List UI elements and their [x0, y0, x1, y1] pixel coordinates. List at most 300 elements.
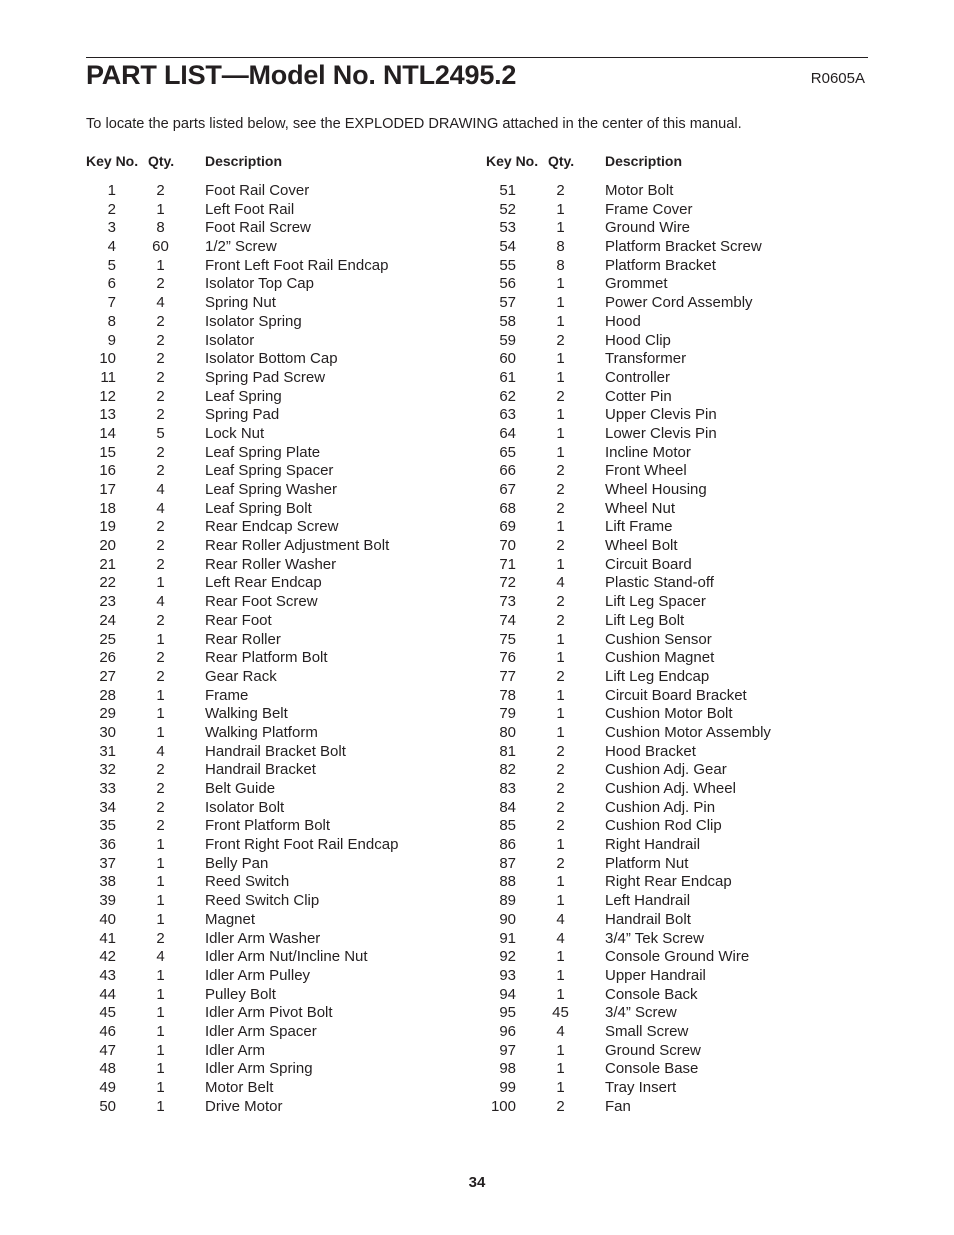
- part-row: [86, 425, 486, 444]
- part-row: [86, 911, 486, 930]
- part-key-no: 31: [99, 742, 116, 760]
- part-key-no: 26: [99, 649, 116, 667]
- part-row: [86, 556, 486, 575]
- part-qty: 2: [556, 481, 565, 498]
- intro-text: To locate the parts listed below, see the EXPLODED DRAWING attached in the center of this manual.: [86, 116, 742, 132]
- part-key-no: 77: [499, 667, 516, 685]
- part-row: [86, 481, 486, 500]
- part-qty: 1: [156, 200, 165, 218]
- part-row: [486, 201, 886, 220]
- part-row: [486, 518, 886, 537]
- part-description: Idler Arm: [205, 1041, 266, 1059]
- part-qty: 2: [156, 518, 165, 536]
- part-description: Wheel Bolt: [605, 537, 678, 555]
- part-description: Platform Bracket: [605, 256, 716, 274]
- part-key-no: 11: [100, 368, 116, 386]
- part-row: [86, 182, 486, 201]
- part-key-no: 64: [499, 424, 516, 442]
- part-qty: 2: [556, 611, 565, 629]
- part-row: [86, 668, 486, 687]
- part-qty: 1: [156, 1041, 165, 1059]
- part-key-no: 43: [99, 966, 116, 984]
- part-key-no: 78: [499, 686, 516, 704]
- part-qty: 1: [556, 443, 565, 461]
- part-key-no: 92: [499, 948, 516, 966]
- part-description: Power Cord Assembly: [605, 294, 753, 312]
- part-description: Cushion Motor Assembly: [605, 723, 771, 741]
- part-key-no: 52: [499, 200, 516, 218]
- part-description: Wheel Nut: [605, 499, 676, 517]
- part-description: Leaf Spring: [205, 387, 282, 405]
- part-description: Lift Leg Spacer: [605, 593, 706, 611]
- part-qty: 2: [556, 387, 565, 405]
- part-key-no: 97: [499, 1041, 516, 1059]
- part-qty: 2: [156, 275, 165, 293]
- part-description: Lock Nut: [205, 424, 265, 442]
- parts-column-left: [86, 152, 486, 1116]
- part-row: [86, 1060, 486, 1079]
- part-qty: 4: [556, 910, 565, 928]
- part-row: [486, 892, 886, 911]
- key-no-header: Key No.: [486, 153, 539, 169]
- part-row: [86, 518, 486, 537]
- part-key-no: 63: [499, 406, 516, 424]
- part-qty: 1: [556, 200, 565, 218]
- part-description: Hood Bracket: [605, 742, 696, 760]
- part-description: Plastic Stand-off: [605, 574, 714, 592]
- part-key-no: 10: [99, 350, 116, 368]
- part-key-no: 48: [99, 1060, 116, 1078]
- part-description: Isolator: [205, 331, 255, 349]
- part-qty: 2: [556, 593, 565, 611]
- part-qty: 2: [156, 406, 165, 424]
- part-description: Reed Switch Clip: [205, 892, 320, 910]
- part-qty: 2: [556, 761, 565, 779]
- part-key-no: 87: [499, 854, 516, 872]
- part-qty: 5: [156, 424, 165, 442]
- part-description: Cushion Adj. Pin: [605, 798, 716, 816]
- part-key-no: 66: [499, 462, 516, 480]
- part-key-no: 96: [499, 1022, 516, 1040]
- part-row: [486, 444, 886, 463]
- part-row: [86, 350, 486, 369]
- part-key-no: 37: [99, 854, 116, 872]
- part-qty: 1: [556, 294, 565, 312]
- part-qty: 1: [156, 1004, 165, 1022]
- part-qty: 1: [556, 424, 565, 442]
- part-row: [486, 406, 886, 425]
- part-row: [486, 817, 886, 836]
- part-qty: 2: [156, 649, 165, 667]
- part-qty: 1: [156, 892, 165, 910]
- part-key-no: 22: [99, 574, 116, 592]
- part-row: [86, 631, 486, 650]
- part-key-no: 36: [99, 836, 116, 854]
- part-key-no: 20: [99, 537, 116, 555]
- part-key-no: 75: [499, 630, 516, 648]
- part-description: Idler Arm Pulley: [205, 966, 311, 984]
- part-qty: 1: [556, 368, 565, 386]
- part-key-no: 34: [99, 798, 116, 816]
- part-row: [86, 1004, 486, 1023]
- part-description: Handrail Bracket: [205, 761, 316, 779]
- part-description: Lift Leg Endcap: [605, 667, 710, 685]
- part-description: Rear Endcap Screw: [205, 518, 339, 536]
- part-key-no: 14: [99, 424, 116, 442]
- parts-list-left: [86, 182, 486, 1116]
- part-description: Frame Cover: [605, 200, 693, 218]
- part-key-no: 24: [99, 611, 116, 629]
- part-description: Belly Pan: [205, 854, 269, 872]
- part-qty: 4: [556, 1022, 565, 1040]
- part-row: [86, 1079, 486, 1098]
- part-row: [486, 780, 886, 799]
- part-key-no: 69: [499, 518, 516, 536]
- part-qty: 1: [556, 705, 565, 723]
- part-qty: 1: [556, 275, 565, 293]
- part-qty: 1: [156, 686, 165, 704]
- part-row: [86, 705, 486, 724]
- part-row: [86, 649, 486, 668]
- part-row: [486, 836, 886, 855]
- part-row: [486, 687, 886, 706]
- part-qty: 45: [552, 1004, 569, 1022]
- part-key-no: 2: [107, 200, 116, 218]
- part-qty: 2: [156, 331, 165, 349]
- part-description: Walking Belt: [205, 705, 288, 723]
- part-row: [486, 350, 886, 369]
- part-description: Idler Arm Spring: [205, 1060, 313, 1078]
- part-row: [86, 724, 486, 743]
- part-description: Magnet: [205, 910, 256, 928]
- part-key-no: 89: [499, 892, 516, 910]
- part-qty: 1: [556, 649, 565, 667]
- document-code: R0605A: [810, 70, 865, 87]
- part-key-no: 81: [499, 742, 516, 760]
- part-row: [486, 612, 886, 631]
- part-row: [486, 238, 886, 257]
- part-row: [86, 799, 486, 818]
- part-qty: 2: [156, 350, 165, 368]
- part-description: 3/4” Tek Screw: [605, 929, 704, 947]
- part-qty: 2: [556, 1097, 565, 1115]
- part-key-no: 3: [107, 219, 116, 237]
- part-description: Lift Frame: [605, 518, 673, 536]
- part-row: [86, 836, 486, 855]
- part-key-no: 62: [499, 387, 516, 405]
- part-key-no: 100: [490, 1097, 516, 1115]
- part-description: Gear Rack: [205, 667, 277, 685]
- part-qty: 8: [556, 238, 565, 256]
- part-key-no: 72: [499, 574, 516, 592]
- part-qty: 1: [156, 630, 165, 648]
- part-row: [86, 462, 486, 481]
- part-qty: 1: [556, 836, 565, 854]
- part-description: Cushion Adj. Wheel: [605, 780, 736, 797]
- part-row: [86, 780, 486, 799]
- part-key-no: 86: [499, 836, 516, 854]
- part-description: Platform Nut: [605, 854, 689, 872]
- part-qty: 1: [156, 854, 165, 872]
- part-key-no: 90: [499, 910, 516, 928]
- part-key-no: 76: [499, 649, 516, 667]
- part-key-no: 59: [499, 331, 516, 349]
- part-qty: 1: [156, 1097, 165, 1115]
- part-qty: 4: [156, 499, 165, 517]
- part-qty: 2: [156, 182, 165, 199]
- part-key-no: 44: [99, 985, 116, 1003]
- part-row: [86, 1042, 486, 1061]
- part-qty: 4: [156, 948, 165, 966]
- part-row: [486, 462, 886, 481]
- part-qty: 1: [156, 723, 165, 741]
- part-row: [86, 892, 486, 911]
- part-qty: 2: [156, 611, 165, 629]
- part-description: Circuit Board: [605, 555, 692, 573]
- part-key-no: 16: [99, 462, 116, 480]
- part-row: [486, 275, 886, 294]
- part-description: Console Ground Wire: [605, 948, 750, 966]
- part-key-no: 4: [107, 238, 116, 256]
- part-qty: 1: [156, 574, 165, 592]
- part-qty: 4: [156, 481, 165, 498]
- part-row: [486, 537, 886, 556]
- part-row: [86, 201, 486, 220]
- part-description: Idler Arm Pivot Bolt: [205, 1004, 333, 1022]
- page-number: 34: [468, 1174, 486, 1191]
- part-description: Cotter Pin: [605, 387, 672, 405]
- part-key-no: 28: [99, 686, 116, 704]
- part-row: [486, 761, 886, 780]
- part-description: Motor Belt: [205, 1079, 274, 1096]
- part-key-no: 45: [99, 1004, 116, 1022]
- part-row: [86, 967, 486, 986]
- part-description: Leaf Spring Plate: [205, 443, 321, 461]
- part-qty: 60: [152, 238, 169, 256]
- part-row: [486, 294, 886, 313]
- part-key-no: 94: [499, 985, 516, 1003]
- part-row: [486, 930, 886, 949]
- part-row: [86, 313, 486, 332]
- part-key-no: 83: [499, 780, 516, 797]
- part-qty: 1: [556, 892, 565, 910]
- part-row: [486, 967, 886, 986]
- part-row: [86, 332, 486, 351]
- part-row: [486, 743, 886, 762]
- part-qty: 1: [556, 1060, 565, 1078]
- part-row: [486, 911, 886, 930]
- part-qty: 1: [556, 1079, 565, 1096]
- part-row: [486, 1023, 886, 1042]
- part-row: [86, 687, 486, 706]
- part-qty: 1: [556, 219, 565, 237]
- part-description: Console Base: [605, 1060, 699, 1078]
- part-row: [486, 481, 886, 500]
- part-row: [86, 986, 486, 1005]
- part-description: Cushion Magnet: [605, 649, 715, 667]
- part-qty: 1: [556, 406, 565, 424]
- part-description: Upper Handrail: [605, 966, 706, 984]
- part-description: Right Handrail: [605, 836, 701, 854]
- part-row: [86, 257, 486, 276]
- part-row: [86, 948, 486, 967]
- part-row: [486, 593, 886, 612]
- part-description: Idler Arm Spacer: [205, 1022, 317, 1040]
- part-description: Platform Bracket Screw: [605, 238, 762, 256]
- part-key-no: 57: [499, 294, 516, 312]
- part-row: [486, 1079, 886, 1098]
- part-key-no: 41: [99, 929, 116, 947]
- part-description: Rear Foot: [205, 611, 272, 629]
- part-qty: 2: [156, 387, 165, 405]
- part-description: Ground Wire: [605, 219, 691, 237]
- part-description: Lift Leg Bolt: [605, 611, 685, 629]
- part-qty: 2: [556, 537, 565, 555]
- part-row: [86, 219, 486, 238]
- part-description: Circuit Board Bracket: [605, 686, 747, 704]
- part-qty: 4: [556, 574, 565, 592]
- part-row: [486, 388, 886, 407]
- part-description: Leaf Spring Spacer: [205, 462, 334, 480]
- part-row: [86, 817, 486, 836]
- part-key-no: 35: [99, 817, 116, 835]
- part-description: Belt Guide: [205, 780, 276, 797]
- part-key-no: 93: [499, 966, 516, 984]
- part-key-no: 40: [99, 910, 116, 928]
- part-key-no: 7: [107, 294, 116, 312]
- part-qty: 1: [556, 518, 565, 536]
- part-key-no: 46: [99, 1022, 116, 1040]
- part-description: Front Platform Bolt: [205, 817, 331, 835]
- part-row: [86, 930, 486, 949]
- part-qty: 1: [156, 1060, 165, 1078]
- part-description: Right Rear Endcap: [605, 873, 732, 891]
- part-description: Rear Platform Bolt: [205, 649, 328, 667]
- part-row: [86, 761, 486, 780]
- part-key-no: 60: [499, 350, 516, 368]
- part-key-no: 17: [99, 481, 116, 498]
- part-qty: 1: [556, 948, 565, 966]
- part-key-no: 71: [499, 555, 516, 573]
- part-qty: 1: [156, 1079, 165, 1096]
- part-qty: 1: [556, 630, 565, 648]
- part-description: Hood Clip: [605, 331, 671, 349]
- part-key-no: 84: [499, 798, 516, 816]
- part-row: [86, 275, 486, 294]
- part-description: Cushion Sensor: [605, 630, 712, 648]
- part-description: Isolator Bolt: [205, 798, 285, 816]
- part-description: 3/4” Screw: [605, 1004, 677, 1022]
- part-key-no: 18: [99, 499, 116, 517]
- part-qty: 2: [156, 443, 165, 461]
- column-headers: [486, 152, 886, 182]
- part-description: Controller: [605, 368, 671, 386]
- part-key-no: 99: [499, 1079, 516, 1096]
- part-key-no: 8: [107, 312, 116, 330]
- part-qty: 8: [156, 219, 165, 237]
- part-row: [486, 986, 886, 1005]
- part-description: Pulley Bolt: [205, 985, 276, 1003]
- part-key-no: 67: [499, 481, 516, 498]
- part-row: [486, 425, 886, 444]
- part-key-no: 74: [499, 611, 516, 629]
- part-key-no: 54: [499, 238, 516, 256]
- part-key-no: 42: [99, 948, 116, 966]
- part-qty: 2: [556, 742, 565, 760]
- qty-header: Qty.: [148, 153, 175, 169]
- part-row: [86, 238, 486, 257]
- part-description: Foot Rail Cover: [205, 182, 310, 199]
- part-description: Isolator Bottom Cap: [205, 350, 338, 368]
- part-row: [486, 1060, 886, 1079]
- part-row: [486, 500, 886, 519]
- part-row: [486, 1042, 886, 1061]
- part-qty: 2: [556, 182, 565, 199]
- part-row: [486, 855, 886, 874]
- part-key-no: 68: [499, 499, 516, 517]
- part-key-no: 23: [99, 593, 116, 611]
- part-row: [86, 612, 486, 631]
- part-key-no: 13: [99, 406, 116, 424]
- part-row: [86, 537, 486, 556]
- part-row: [486, 873, 886, 892]
- part-description: Cushion Adj. Gear: [605, 761, 727, 779]
- part-description: Console Back: [605, 985, 698, 1003]
- part-row: [86, 855, 486, 874]
- part-description: Left Rear Endcap: [205, 574, 322, 592]
- part-qty: 2: [156, 667, 165, 685]
- part-qty: 1: [556, 312, 565, 330]
- part-key-no: 53: [499, 219, 516, 237]
- description-header: Description: [205, 153, 283, 169]
- part-row: [86, 593, 486, 612]
- part-qty: 4: [556, 929, 565, 947]
- part-row: [486, 313, 886, 332]
- part-qty: 2: [556, 780, 565, 797]
- part-qty: 1: [156, 966, 165, 984]
- part-description: Wheel Housing: [605, 481, 707, 498]
- part-description: Small Screw: [605, 1022, 689, 1040]
- part-row: [486, 1098, 886, 1117]
- part-qty: 1: [556, 985, 565, 1003]
- part-row: [486, 574, 886, 593]
- part-description: Lower Clevis Pin: [605, 424, 717, 442]
- part-row: [86, 873, 486, 892]
- part-qty: 1: [156, 985, 165, 1003]
- part-qty: 1: [556, 350, 565, 368]
- part-key-no: 19: [99, 518, 116, 536]
- part-description: 1/2” Screw: [205, 238, 277, 256]
- part-key-no: 98: [499, 1060, 516, 1078]
- part-qty: 1: [156, 705, 165, 723]
- part-description: Rear Roller Adjustment Bolt: [205, 537, 390, 555]
- part-key-no: 51: [499, 182, 516, 199]
- part-qty: 2: [156, 462, 165, 480]
- part-description: Incline Motor: [605, 443, 691, 461]
- part-qty: 1: [156, 873, 165, 891]
- part-qty: 1: [156, 1022, 165, 1040]
- part-key-no: 32: [99, 761, 116, 779]
- part-row: [86, 388, 486, 407]
- parts-list-right: [486, 182, 886, 1116]
- part-description: Spring Pad: [205, 406, 280, 424]
- part-row: [86, 1098, 486, 1117]
- part-row: [486, 705, 886, 724]
- part-qty: 2: [156, 929, 165, 947]
- part-qty: 1: [556, 873, 565, 891]
- part-key-no: 21: [99, 555, 116, 573]
- part-description: Reed Switch: [205, 873, 290, 891]
